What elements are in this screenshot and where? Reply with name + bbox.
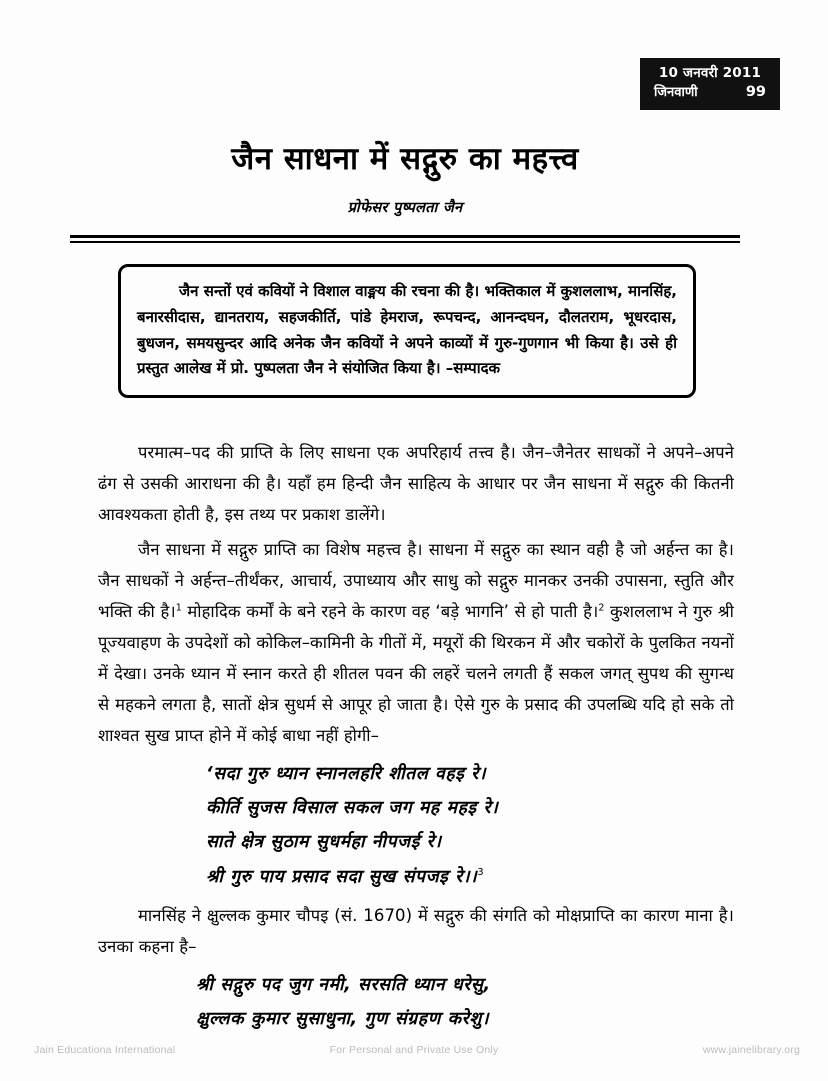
paragraph-2-segment-2: मोहादिक कर्मों के बने रहने के कारण वह ‘बड़े भागनि’ से हो पाती है।: [181, 602, 599, 622]
editor-note-box: [118, 264, 696, 398]
footer-right-link[interactable]: www.jainelibrary.org: [702, 1044, 800, 1056]
running-head-journal: जिनवाणी: [654, 85, 698, 101]
page-number: 99: [745, 84, 766, 101]
verse-block-1: [98, 757, 734, 894]
verse-1-line-2: कीर्ति सुजस विसाल सकल जग मह महइ रे।: [206, 798, 499, 819]
article-title: जैन साधना में सद्गुरु का महत्त्व: [231, 141, 579, 177]
verse-1-line-4: [206, 860, 734, 894]
editor-note-text: [137, 279, 677, 382]
body-column: [98, 437, 734, 1042]
page-footer: [0, 1037, 828, 1063]
paragraph-2-segment-1: जैन साधना में सद्गुरु प्राप्ति का विशेष महत्त्व है। साधना में सद्गुरु का स्थान वही है जो अर्हन्त का है। जैन साधकों ने अर्हन्त–तीर्थंकर, आचार्य, उपाध्याय और साधु को सद्गुरु मानकर उनकी उपासना, स्तुति और भक्ति की है।: [98, 540, 734, 622]
editor-note-body: जैन सन्तों एवं कवियों ने विशाल वाङ्मय की रचना की है। भक्तिकाल में कुशललाभ, मानसिंह, बनारसीदास, द्यानतराय, सहजकीर्ति, पांडे हेमराज, रूपचन्द, आनन्दघन, दौलतराम, भूधरदास, बुधजन, समयसुन्दर आदि अनेक जैन कवियों ने अपने काव्यों में गुरु-गुणगान भी किया है। उसे ही प्रस्तुत आलेख में प्रो. पुष्पलता जैन ने संयोजित किया है।: [137, 282, 677, 378]
header-rule-thick: [70, 235, 740, 238]
footnote-marker-2: 2: [598, 602, 605, 614]
verse-block-2: [98, 968, 734, 1036]
footnote-marker-1: 1: [175, 602, 182, 614]
editor-note-signature: –सम्पादक: [445, 359, 501, 378]
verse-1-line-1: ‘सदा गुरु ध्यान स्नानलहरि शीतल वहइ रे।: [206, 764, 487, 785]
title-block: [70, 140, 740, 217]
verse-1-line-3: साते क्षेत्र सुठाम सुधर्महा नीपजई रे।: [206, 832, 442, 853]
header-rule-thin: [70, 241, 740, 243]
article-byline: प्रोफेसर पुष्पलता जैन: [347, 199, 463, 216]
verse-1-line-4-text: श्री गुरु पाय प्रसाद सदा सुख संपजइ रे।।: [206, 866, 478, 887]
verse-2-line-2: क्षुल्लक कुमार सुसाधुना, गुण संग्रहण करेशु।: [196, 1008, 490, 1029]
body-paragraph-2: [98, 534, 734, 751]
paragraph-2-segment-3: कुशललाभ ने गुरु श्री पूज्यवाहण के उपदेशों को कोकिल–कामिनी के गीतों में, मयूरों की थिरकन में और चकोरों के पुलकित नयनों में देखा। उनके ध्यान में स्नान करते ही शीतल पवन की लहरें चलने लगती हैं सकल जगत् सुपथ की सुगन्ध से महकने लगता है, सातों क्षेत्र सुधर्म से आपूर हो जाता है। ऐसे गुरु के प्रसाद की उपलब्धि यदि हो सके तो शाश्वत सुख प्राप्त होने में कोई बाधा नहीं होगी–: [98, 602, 734, 746]
footer-left-text: Jain Educationa International: [34, 1044, 176, 1056]
running-head-row: [650, 83, 770, 103]
body-paragraph-3: मानसिंह ने क्षुल्लक कुमार चौपइ (सं. 1670) में सद्गुरु की संगति को मोक्षप्राप्ति का कारण माना है। उनका कहना है–: [98, 905, 734, 956]
body-paragraph-1: परमात्म–पद की प्राप्ति के लिए साधना एक अपरिहार्य तत्त्व है। जैन–जैनेतर साधकों ने अपने–अपने ढंग से उसकी आराधना की है। यहाँ हम हिन्दी जैन साहित्य के आधार पर जैन साधना में सद्गुरु की कितनी आवश्यकता होती है, इस तथ्य पर प्रकाश डालेंगे।: [98, 443, 734, 525]
footnote-marker-3: 3: [477, 866, 485, 878]
footer-center-text: For Personal and Private Use Only: [329, 1044, 499, 1056]
running-head-date: 10 जनवरी 2011: [658, 65, 762, 81]
verse-2-line-1: श्री सद्गुरु पद जुग नमी, सरसति ध्यान धरेसु,: [196, 974, 491, 995]
running-head-box: [640, 58, 780, 110]
